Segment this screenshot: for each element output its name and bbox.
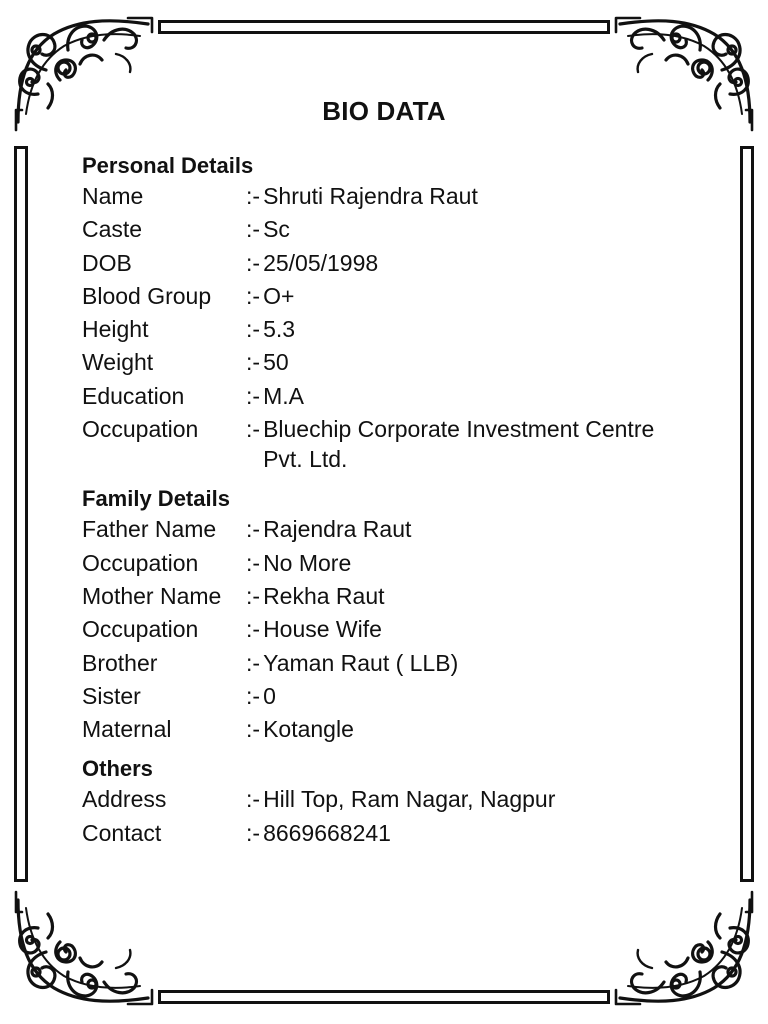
separator: :- <box>246 249 261 276</box>
detail-label: Blood Group <box>82 282 212 309</box>
detail-label: Occupation <box>82 616 199 643</box>
detail-label: Education <box>82 382 185 409</box>
detail-value: Shruti Rajendra Raut <box>263 183 478 209</box>
separator: :- <box>246 649 261 676</box>
separator: :- <box>246 382 261 409</box>
detail-row <box>82 181 692 211</box>
detail-label: Weight <box>82 349 154 376</box>
detail-row <box>82 414 692 474</box>
detail-row <box>82 784 692 814</box>
detail-row <box>82 714 692 744</box>
detail-label: Address <box>82 786 167 813</box>
detail-value: 0 <box>263 682 276 709</box>
biodata-content <box>82 150 692 851</box>
detail-label: Contact <box>82 819 162 846</box>
detail-value: Rekha Raut <box>263 582 385 609</box>
separator: :- <box>246 282 261 309</box>
detail-value: Yaman Raut ( LLB) <box>263 649 459 676</box>
detail-value: No More <box>263 549 352 576</box>
detail-row <box>82 248 692 278</box>
detail-value: 25/05/1998 <box>263 249 379 276</box>
separator: :- <box>246 716 261 743</box>
detail-value: 8669668241 <box>263 819 391 846</box>
detail-row <box>82 281 692 311</box>
detail-value: 50 <box>263 349 289 376</box>
detail-row <box>82 648 692 678</box>
separator: :- <box>246 549 261 576</box>
detail-row <box>82 514 692 544</box>
separator: :- <box>246 682 261 709</box>
border-bar-left <box>14 146 28 882</box>
separator: :- <box>246 349 261 376</box>
detail-row <box>82 818 692 848</box>
detail-label: Occupation <box>82 416 199 443</box>
detail-value: 5.3 <box>263 316 296 343</box>
detail-row <box>82 214 692 244</box>
page-title: BIO DATA <box>322 96 446 126</box>
detail-value: Hill Top, Ram Nagar, Nagpur <box>263 786 556 813</box>
detail-value: M.A <box>263 382 304 409</box>
detail-label: Father Name <box>82 516 217 543</box>
detail-label: Caste <box>82 216 143 243</box>
detail-value <box>263 414 692 474</box>
section-heading-family: Family Details <box>82 486 230 512</box>
detail-label: Height <box>82 316 149 343</box>
detail-value: House Wife <box>263 616 382 643</box>
detail-value-line: Bluechip Corporate Investment Centre <box>263 416 655 443</box>
corner-ornament-icon <box>612 890 760 1012</box>
separator: :- <box>246 516 261 543</box>
detail-label: Occupation <box>82 549 199 576</box>
detail-row <box>82 381 692 411</box>
section-heading-others: Others <box>82 756 153 782</box>
detail-value: Sc <box>263 216 290 243</box>
detail-row <box>82 681 692 711</box>
detail-row <box>82 548 692 578</box>
separator: :- <box>246 819 261 846</box>
section-heading-personal: Personal Details <box>82 153 254 178</box>
border-bar-bottom <box>158 990 610 1004</box>
detail-label: Maternal <box>82 716 172 743</box>
detail-label: Mother Name <box>82 582 222 609</box>
detail-row <box>82 314 692 344</box>
border-bar-right <box>740 146 754 882</box>
separator: :- <box>246 216 261 243</box>
detail-label: Sister <box>82 682 141 709</box>
detail-row <box>82 614 692 644</box>
separator: :- <box>246 616 261 643</box>
detail-row <box>82 347 692 377</box>
separator: :- <box>246 416 261 443</box>
separator: :- <box>246 183 261 209</box>
detail-row <box>82 581 692 611</box>
detail-label: DOB <box>82 249 132 276</box>
separator: :- <box>246 582 261 609</box>
corner-ornament-icon <box>8 890 156 1012</box>
separator: :- <box>246 786 261 813</box>
border-bar-top <box>158 20 610 34</box>
detail-label: Name <box>82 183 144 209</box>
separator: :- <box>246 316 261 343</box>
detail-value-line: Pvt. Ltd. <box>263 446 348 473</box>
detail-label: Brother <box>82 649 158 676</box>
detail-value: Rajendra Raut <box>263 516 412 543</box>
detail-value: O+ <box>263 282 295 309</box>
detail-value: Kotangle <box>263 716 354 743</box>
